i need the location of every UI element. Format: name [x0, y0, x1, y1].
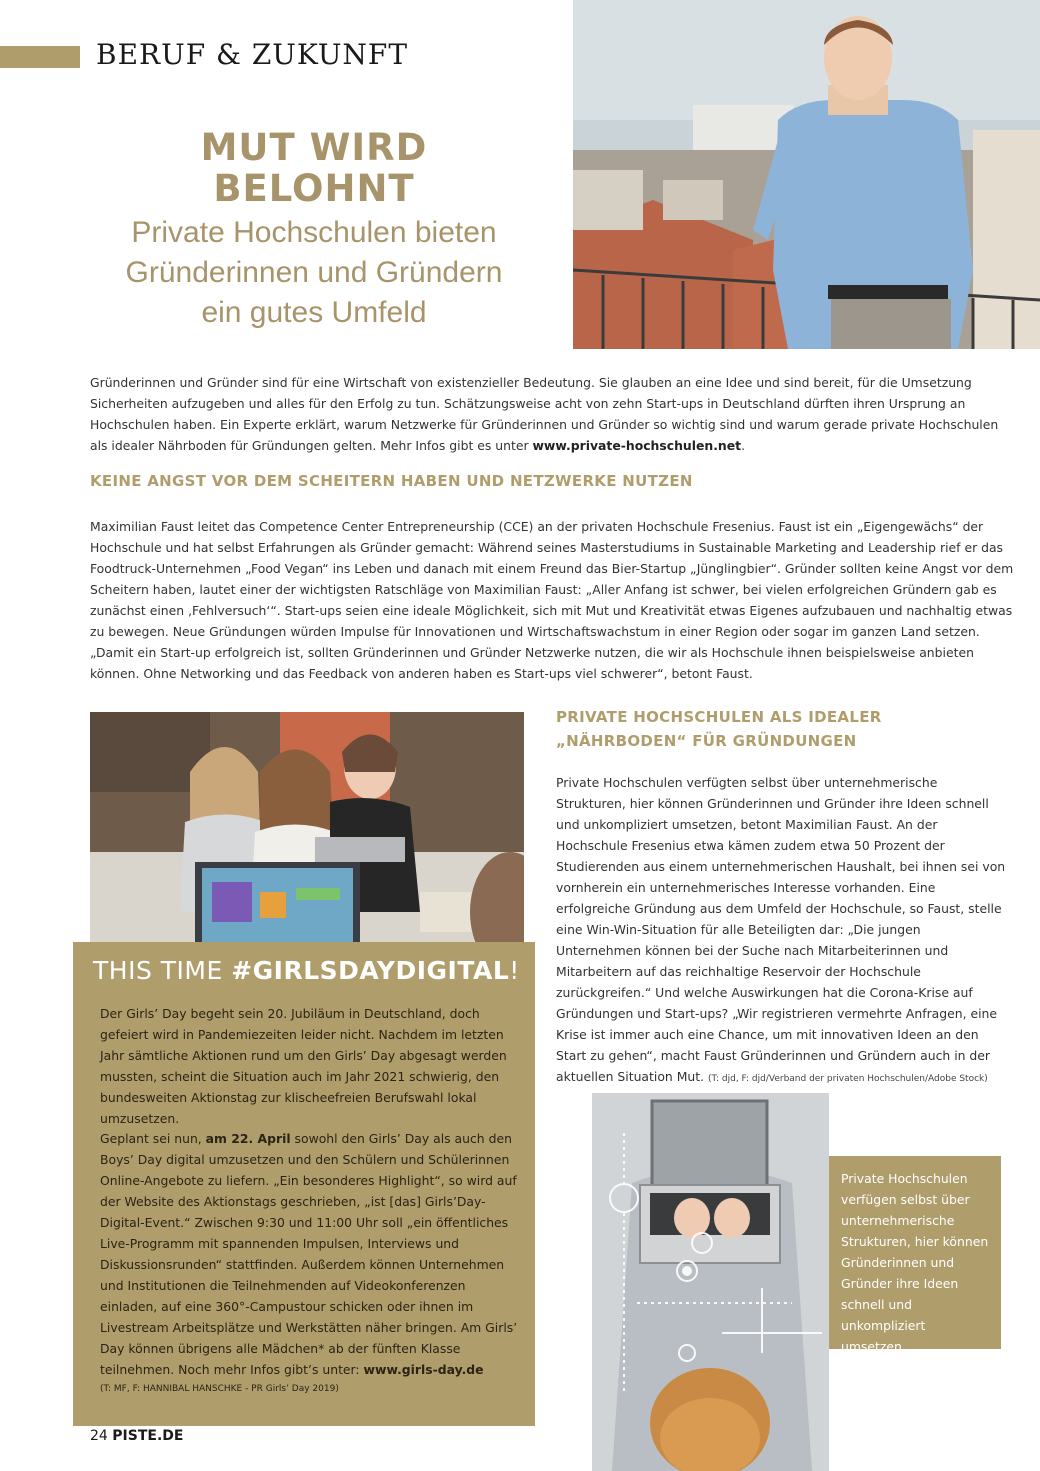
girls-day-title-suffix: !	[509, 956, 520, 985]
hero-photo-illustration	[573, 0, 1040, 349]
section3-heading	[556, 705, 882, 753]
subtitle-line-1: Private Hochschulen bieten	[131, 216, 497, 250]
body2-paragraph: Private Hochschulen verfügten selbst über unternehmerische Strukturen, hier können Gründerinnen und Gründer ihre Ideen schnell und unkompliziert umsetzen, betont Maximilian Faust. An der Hochschule Fresenius etwa kämen zudem etwa 50 Prozent der Studierenden aus einem unternehmerischen Haushalt, bei ihnen sei von vornherein ein unternehmerisches Interesse vorhanden. Eine erfolgreiche Gründung aus dem Umfeld der Hochschule, so Faust, stelle eine Win-Win-Situation für alle Beteiligten dar: „Die jungen Unternehmen können bei der Suche nach Mitarbeiterinnen und Mitarbeitern auf das reichhaltige Reservoir der Hochschule zurückgreifen.“ Und welche Auswirkungen hat die Corona-Krise auf Gründungen und Start-ups? „Wir registrieren vermehrte Anfragen, eine Krise ist immer auch eine Chance, um mit innovativen Ideen an den Start zu gehen“, macht Faust Gründerinnen und Gründern auch in der aktuellen Situation Mut.	[556, 775, 1006, 1084]
intro-body: Gründerinnen und Gründer sind für eine Wirtschaft von existenzieller Bedeutung. Sie glauben an eine Idee und sind bereit, für die Umsetzung Sicherheiten aufzugeben und alles für den Erfolg zu tun. Schätzungsweise acht von zehn Start-ups in Deutschland dürften ihren Ursprung an Hochschulen haben. Ein Experte erklärt, warum Netzwerke für Gründerinnen und Gründer so wichtig sind und warum gerade private Hochschulen als idealer Nährboden für Gründungen gelten. Mehr Infos gibt es unter	[90, 375, 999, 453]
page-footer	[90, 1428, 183, 1444]
section3-heading-line-2: „NÄHRBODEN“ FÜR GRÜNDUNGEN	[556, 732, 857, 750]
girls-day-hashtag: #GIRLSDAYDIGITAL	[231, 956, 510, 985]
girls-day-title-prefix: THIS TIME	[93, 956, 232, 985]
laptop-photo	[592, 1093, 829, 1471]
girls-day-photo-illustration	[90, 712, 524, 942]
photo-caption: Private Hochschulen verfügen selbst über unternehmerische Strukturen, hier können Gründerinnen und Gründer ihre Ideen schnell und unkompliziert umsetzen.	[829, 1156, 1001, 1349]
girls-day-credit: (T: MF, F: HANNIBAL HANSCHKE - PR Girls’ Day 2019)	[100, 1384, 339, 1394]
subtitle-line-3: ein gutes Umfeld	[201, 296, 427, 330]
intro-link[interactable]: www.private-hochschulen.net	[532, 438, 742, 453]
article-title: MUT WIRD BELOHNT	[200, 126, 428, 210]
section2-heading: KEINE ANGST VOR DEM SCHEITERN HABEN UND NETZWERKE NUTZEN	[90, 472, 693, 490]
section-bar	[0, 46, 80, 68]
article-subtitle	[96, 213, 532, 333]
girls-day-title	[93, 956, 520, 985]
girls-day-paragraph-2	[100, 1128, 520, 1380]
laptop-photo-illustration	[592, 1093, 829, 1471]
girls-day-p2-rest: sowohl den Girls’ Day als auch den Boys’ Day digital umzusetzen und den Schülern und Schülerinnen Online-Angebote zu liefern. „Ein besonderes Highlight“, so wird auf der Website des Aktionstags geschrieben, „ist [das] Girls’Day-Digital-Event.“ Zwischen 9:30 und 11:00 Uhr soll „ein öffentliches Live-Programm mit spannenden Impulsen, Interviews und Diskussionsrunden“ stattfinden. Außerdem können Unternehmen und Institutionen die Teilnehmenden auf Videokonferenzen einladen, auf eine 360°-Campustour schicken oder ihnen im Livestream Arbeitsplätze und Werkstätten näher bringen. Am Girls’ Day können übrigens alle Mädchen* ab der fünften Klasse teilnehmen. Noch mehr Infos gibt’s unter:	[100, 1131, 518, 1377]
body2-text	[556, 772, 1006, 1090]
body1	[90, 516, 1025, 684]
section3-heading-line-1: PRIVATE HOCHSCHULEN ALS IDEALER	[556, 708, 882, 726]
body1-paragraph-2: „Damit ein Start-up erfolgreich ist, sollten Gründerinnen und Gründer Netzwerke nutzen, die wir als Hochschule ihnen beispielsweise anbieten können. Ohne Networking und das Feedback von anderen haben es Start-ups viel schwerer“, betont Faust.	[90, 645, 974, 681]
intro-text	[90, 372, 1005, 456]
footer-brand: PISTE.DE	[112, 1428, 184, 1444]
headline	[96, 128, 532, 333]
body1-paragraph-1: Maximilian Faust leitet das Competence Center Entrepreneurship (CCE) an der privaten Hochschule Fresenius. Faust ist ein „Eigengewächs“ der Hochschule und hat selbst Erfahrungen als Gründer gemacht: Während seines Masterstudiums in Sustainable Marketing and Leadership rief er das Foodtruck-Unternehmen „Food Vegan“ ins Leben und danach mit einem Freund das Bier-Startup „Jünglingbier“. Gründer sollten keine Angst vor dem Scheitern haben, lautet einer der wichtigsten Ratschläge von Maximilian Faust: „Aller Anfang ist schwer, bei vielen erfolgreichen Gründern gab es zunächst einen ‚Fehlversuch‘“. Start-ups seien eine ideale Möglichkeit, sich mit Mut und Kreativität etwas Eigenes aufzubauen und nachhaltig etwas zu bewegen. Neue Gründungen würden Impulse für Innovationen und Wirtschaftswachstum in einer Region oder sogar im ganzen Land setzen.	[90, 519, 1014, 639]
page-number: 24	[90, 1428, 108, 1444]
girls-day-paragraph-1: Der Girls’ Day begeht sein 20. Jubiläum in Deutschland, doch gefeiert wird in Pandemiezeiten leider nicht. Nachdem im letzten Jahr sämtliche Aktionen rund um den Girls’ Day abgesagt werden mussten, scheint die Situation auch im Jahr 2021 schwierig, den bundesweiten Aktionstag zur klischeefreien Berufswahl lokal umzusetzen.	[100, 1006, 507, 1126]
hero-photo	[573, 0, 1040, 349]
girls-day-p2-start: Geplant sei nun,	[100, 1131, 206, 1146]
intro-end: .	[741, 438, 746, 453]
girls-day-photo	[90, 712, 524, 942]
body2-credit: (T: djd, F: djd/Verband der privaten Hochschulen/Adobe Stock)	[707, 1074, 988, 1084]
girls-day-link[interactable]: www.girls-day.de	[363, 1362, 484, 1377]
subtitle-line-2: Gründerinnen und Gründern	[125, 256, 503, 290]
girls-day-date: am 22. April	[205, 1131, 291, 1146]
section-title: BERUF & ZUKUNFT	[96, 38, 409, 71]
